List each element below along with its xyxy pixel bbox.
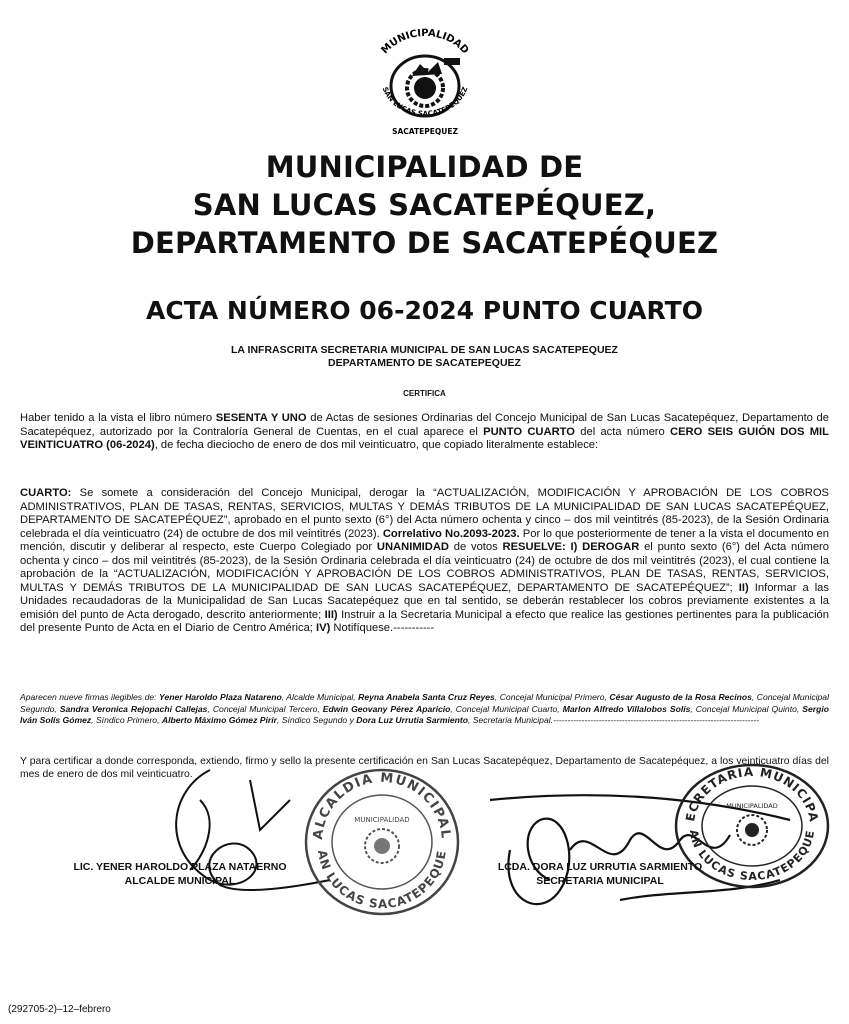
text-run-bold: III) [324, 608, 338, 621]
signatories-paragraph [20, 692, 829, 727]
text-run: , Concejal Municipal Tercero, [207, 703, 323, 714]
text-run: , Concejal Municipal Primero, [494, 692, 610, 702]
text-run-bold: CERO SEIS GUIÓN DOS MIL VEINTICUATRO (06-2024) [20, 425, 829, 451]
text-run: de votos [448, 541, 503, 553]
footer-reference: (292705-2)–12–febrero [8, 1004, 111, 1015]
text-run-bold: Yener Haroldo Plaza Natareno [159, 692, 282, 702]
closing-paragraph: Y para certificar a donde corresponda, extiendo, firmo y sello la presente certificación en San Lucas Sacatepéquez, Departamento de Sacatepéquez, a los veinticuatro días del mes de enero de dos mil veinticuatro. [20, 756, 829, 780]
intro-paragraph [20, 412, 829, 453]
text-run: Haber tenido a la vista el libro número [20, 412, 216, 424]
text-run-bold: Marlon Alfredo Villalobos Solís [562, 703, 691, 714]
text-run-bold: Correlativo No.2093-2023. [382, 527, 520, 540]
text-run: , Síndico Segundo y [276, 715, 357, 725]
secretary-name: LCDA. DORA LUZ URRUTIA SARMIENTO [497, 861, 703, 873]
text-run-bold: IV) [316, 622, 331, 634]
text-run: , Secretaria Municipal.------------------------------------------------------------------------ [468, 715, 760, 725]
secretary-title: SECRETARIA MUNICIPAL [536, 875, 664, 887]
municipal-seal-icon [360, 24, 490, 140]
svg-text:SECRETARIA MUNICIPAL [672, 760, 821, 824]
text-run: Notifíquese.----------- [330, 622, 435, 634]
secretary-heading-line-2: DEPARTAMENTO DE SACATEPEQUEZ [328, 357, 521, 369]
text-run: del acta número [575, 425, 670, 438]
mayor-signature-block [30, 860, 330, 888]
text-run-bold: Sandra Veronica Rejopachi Callejas [59, 703, 208, 714]
mayor-name: LIC. YENER HAROLDO PLAZA NATAERNO [73, 861, 287, 873]
text-run-bold: Alberto Máximo Gómez Pirir [161, 715, 277, 725]
text-run: , Concejal Municipal Segundo, [20, 692, 829, 714]
text-run: , Alcalde Municipal, [281, 692, 359, 702]
text-run-bold: CUARTO: [20, 487, 72, 499]
secretary-heading [100, 344, 749, 370]
text-run-bold: Dora Luz Urrutia Sarmiento [356, 715, 469, 725]
logo-bottom-text: SAN LUCAS SACATEPEQUEZ [380, 85, 470, 118]
secretary-heading-line-1: LA INFRASCRITA SECRETARIA MUNICIPAL DE SAN LUCAS SACATEPEQUEZ [231, 344, 618, 356]
text-run: Instruir a la Secretaria Municipal a efecto que realice las gestiones pertinentes para la publicación del presente Punto de Acta en el Diario de Centro América; [20, 608, 830, 634]
text-run-bold: II) [738, 581, 749, 594]
municipality-title [20, 148, 829, 262]
secretaria-stamp-center-text: MUNICIPALIDAD [726, 802, 778, 810]
text-run-bold: César Augusto de la Rosa Recinos [609, 692, 752, 702]
text-run: Se somete a consideración del Concejo Municipal, derogar la “ACTUALIZACIÓN, MODIFICACIÓN Y APROBACIÓN DE LOS COBROS ADMINISTRATIVOS, PLAN DE TASAS, RENTAS, SERVICIOS, MULTAS Y DEMÁS TRIBUTOS DE LA MUNICIPALIDAD DE SAN LUCAS SACATEPÉQUEZ, DEPARTAMENTO DE SACATEPÉQUEZ”, aprobado en el punto sexto (6°) del Acta número ochenta y cinco – dos mil veintitrés (85-2023), de la Sesión Ordinaria celebrada el día veinticuatro (24) de octubre de dos mil veintitrés (2023). [20, 487, 829, 540]
certifica-label: CERTIFICA [403, 389, 446, 398]
secretaria-stamp-bottom-text: AN LUCAS SACATEPEQUE [686, 828, 818, 884]
text-run: el punto sexto (6°) del Acta número ochenta y cinco – dos mil veintitrés (85-2023), de la Sesión Ordinaria celebrada el día veinticuatro (24) de octubre de dos mil veintitrés (2023), el cual contiene la aprobación de la “ACTUALIZACIÓN, MODIFICACIÓN Y APROBACIÓN DE LOS COBROS ADMINISTRATIVOS, PLAN DE TASAS, RENTAS, SERVICIOS, MULTAS Y DEMÁS TRIBUTOS DE LA MUNICIPALIDAD DE SAN LUCAS SACATEPÉQUEZ, DEPARTAMENTO DE SACATEPÉQUEZ”; [20, 541, 829, 594]
text-run: Informar a las Unidades recaudadoras de la Municipalidad de San Lucas Sacatepéquez que en tal sentido, se deberán restablecer los cobros previamente existentes a la emisión del punto de Acta derogado, descrito anteriormente; [20, 581, 829, 621]
text-run-bold: PUNTO CUARTO [483, 425, 575, 438]
text-run: , Síndico Primero, [91, 715, 162, 725]
cuarto-paragraph [20, 487, 829, 636]
text-run-bold: Edwin Geovany Pérez Aparicio [322, 703, 451, 714]
logo-caption: SACATEPEQUEZ [392, 127, 458, 136]
svg-text:ALCALDIA MUNICIPAL [311, 771, 453, 841]
title-line-2: SAN LUCAS SACATEPÉQUEZ, [192, 188, 657, 222]
secretaria-stamp-top-text: ECRETARIA MUNICIPA [683, 764, 822, 824]
text-run: , Concejal Municipal Cuarto, [450, 703, 563, 714]
text-run: Aparecen nueve firmas ilegibles de: [20, 692, 160, 702]
text-run-bold: RESUELVE: I) DEROGAR [502, 541, 640, 553]
alcaldia-stamp [300, 760, 465, 920]
text-run: de Actas de sesiones Ordinarias del Concejo Municipal de San Lucas Sacatepéquez, Departamento de Sacatepéquez, autorizado por la Contraloría General de Cuentas, en el cual aparece el [20, 412, 829, 438]
text-run-bold: UNANIMIDAD [376, 541, 449, 553]
alcaldia-stamp-center-text: MUNICIPALIDAD [354, 816, 410, 824]
text-run-bold: SESENTA Y UNO [215, 412, 307, 424]
text-run-bold: Sergio Iván Solís Gómez [20, 703, 829, 725]
alcaldia-stamp-bottom-text: AN LUCAS SACATEPEQUE [315, 848, 449, 912]
secretary-signature-block [450, 860, 750, 888]
text-run: , de fecha dieciocho de enero de dos mil veinticuatro, que copiado literalmente establece: [154, 439, 599, 451]
title-line-3: DEPARTAMENTO DE SACATEPÉQUEZ [130, 226, 719, 260]
text-run-bold: Reyna Anabela Santa Cruz Reyes [358, 692, 495, 702]
text-run: , Concejal Municipal Quinto, [690, 703, 803, 714]
title-line-1: MUNICIPALIDAD DE [265, 150, 584, 184]
svg-text:MUNICIPALIDAD [380, 28, 471, 56]
acta-title: ACTA NÚMERO 06-2024 PUNTO CUARTO [146, 296, 703, 325]
mayor-title: ALCALDE MUNICIPAL [124, 875, 236, 887]
logo-top-text: MUNICIPALIDAD [379, 27, 471, 57]
alcaldia-stamp-top-text: ALCALDIA MUNICIPAL [310, 770, 454, 841]
text-run: Por lo que posteriormente de tener a la vista el documento en mención, discutir y deliberar al respecto, este Cuerpo Colegiado por [20, 527, 829, 553]
